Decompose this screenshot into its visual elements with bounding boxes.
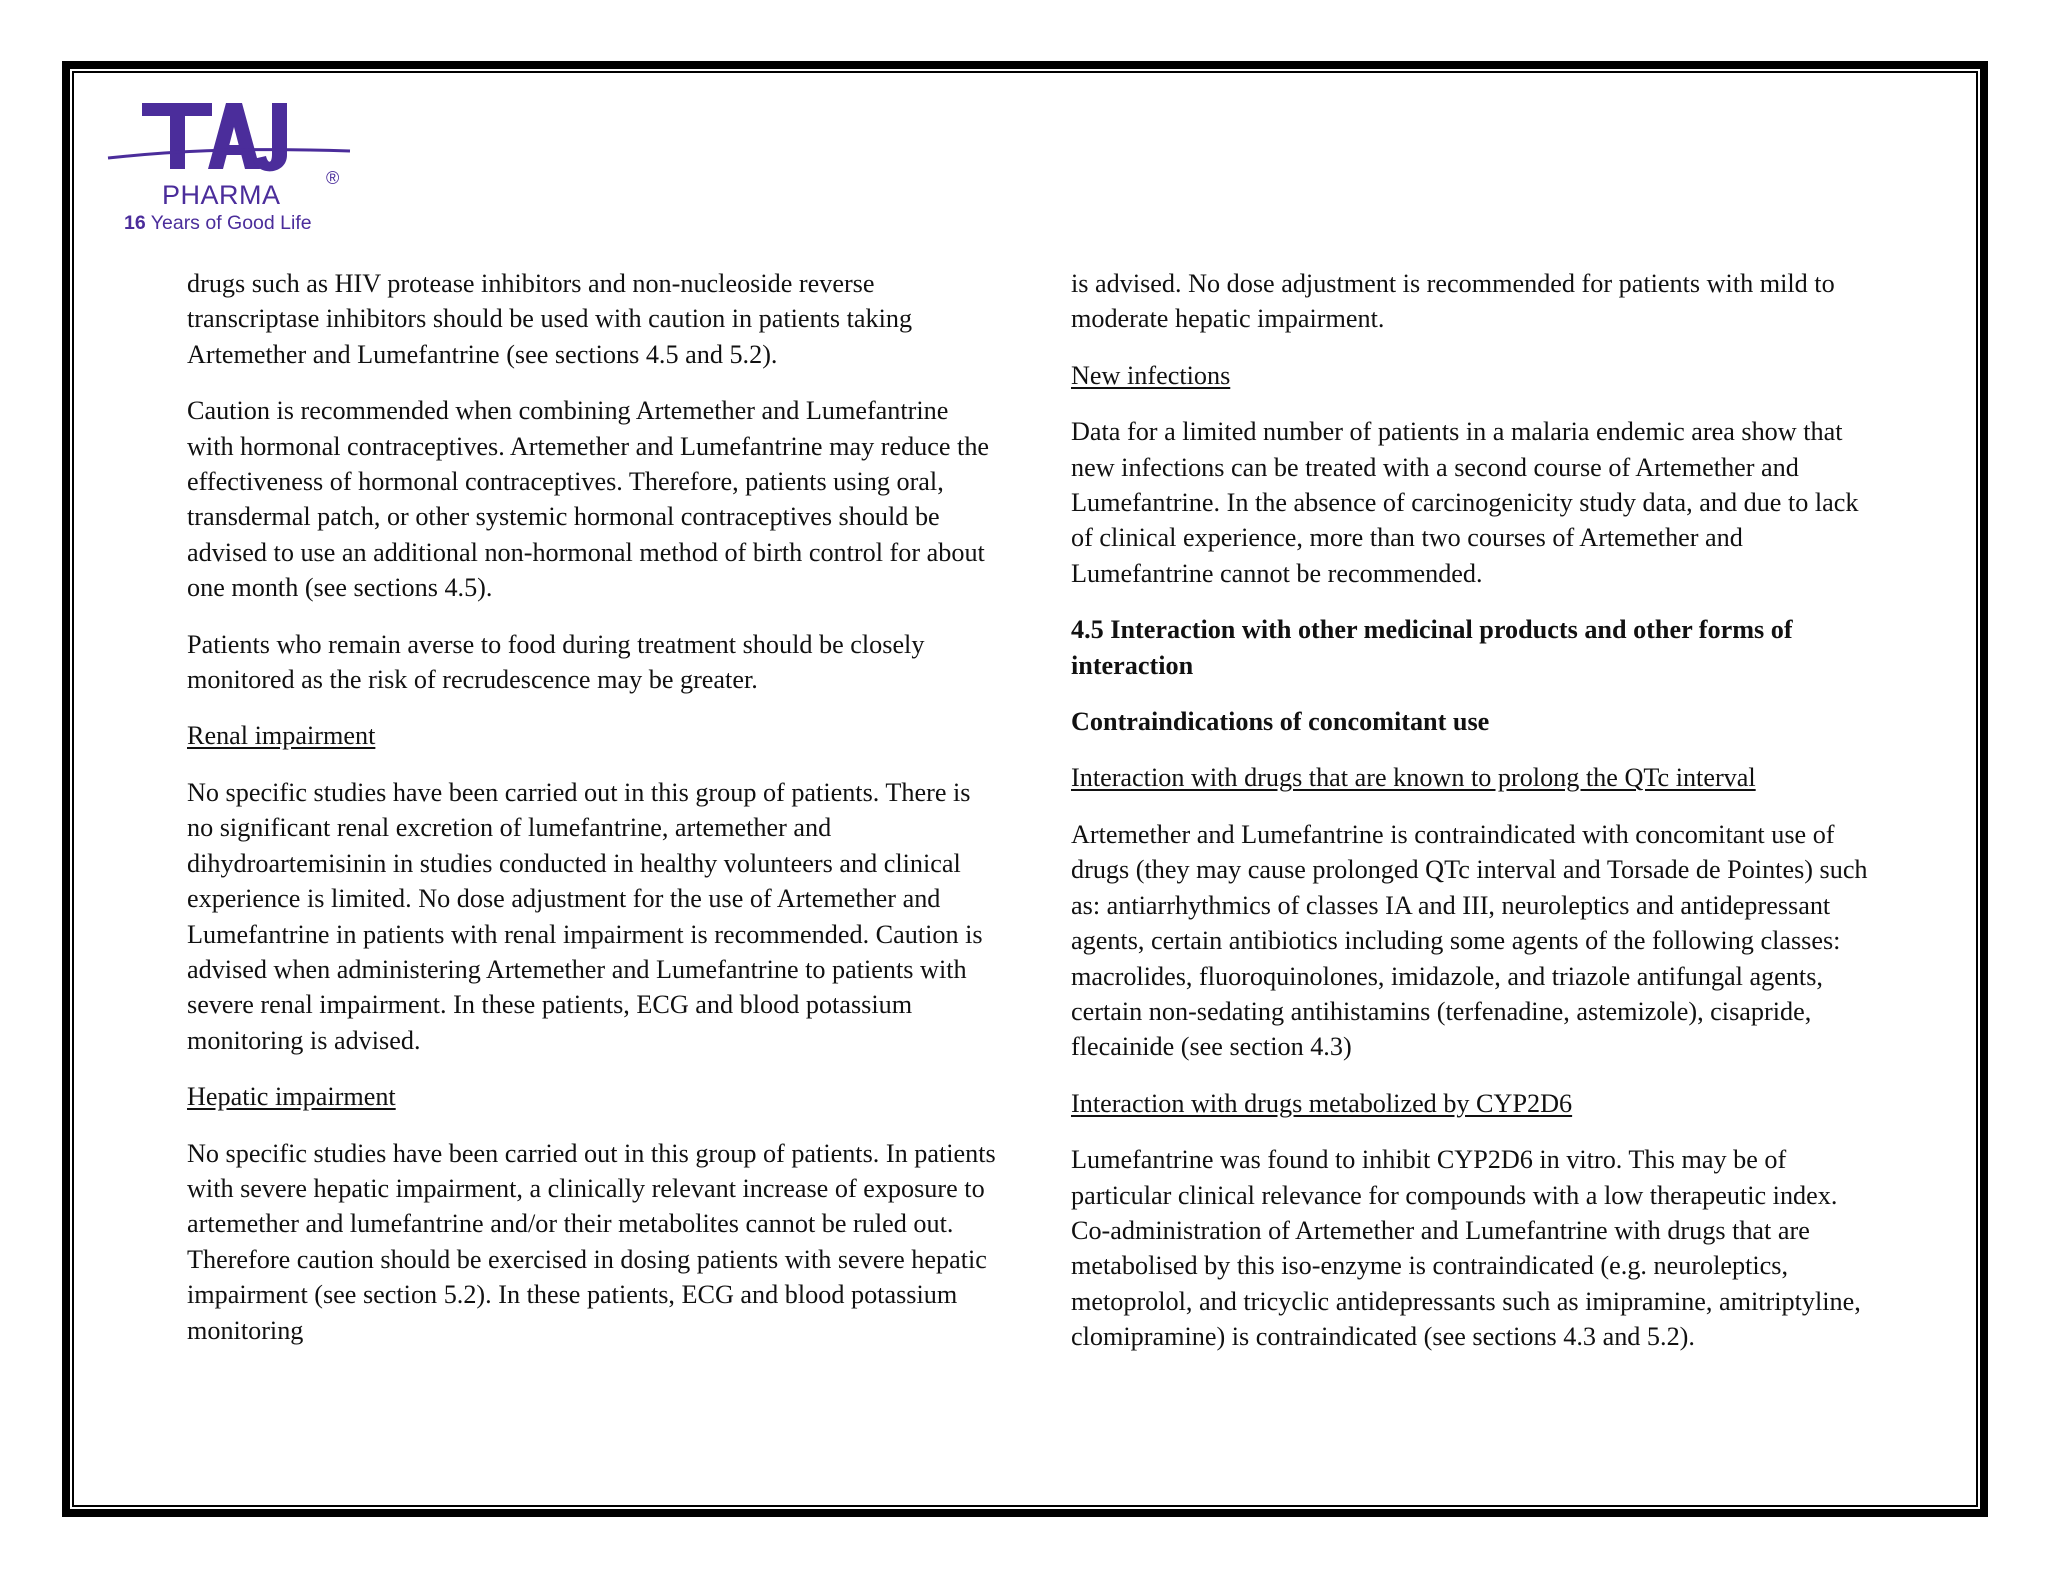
paragraph: No specific studies have been carried out in this group of patients. There is no significant renal excretion of lumefantrine, artemether and dihydroartemisinin in studies conducted in healthy volunteers and clinical experience is limited. No dose adjustment for the use of Artemether and Lumefantrine in patients with renal impairment is recommended. Caution is advised when administering Artemether and Lumefantrine to patients with severe renal impairment. In these patients, ECG and blood potassium monitoring is advised. (187, 777, 983, 1055)
taj-pharma-logo (104, 95, 354, 235)
logo-tagline (124, 212, 312, 235)
paragraph: Lumefantrine was found to inhibit CYP2D6 in vitro. This may be of particular clinical relevance for compounds with a low therapeutic index. Co-administration of Artemether and Lumefantrine with drugs that are metabolised by this iso-enzyme is contraindicated (e.g. neuroleptics, metoprolol, and tricyclic antidepressants such as imipramine, amitriptyline, clomipramine) is contraindicated (see sections 4.3 and 5.2). (1071, 1145, 1861, 1352)
subheading-qtc-interaction: Interaction with drugs that are known to prolong the QTc interval (1071, 763, 1756, 793)
logo-tagline-text: Years of Good Life (150, 212, 312, 234)
heading-contraindications: Contraindications of concomitant use (1071, 707, 1490, 737)
logo-registered-mark: ® (326, 168, 340, 188)
subheading-renal-impairment: Renal impairment (187, 721, 376, 751)
subheading-hepatic-impairment: Hepatic impairment (187, 1082, 396, 1112)
right-column (1071, 266, 1881, 1376)
logo-pharma-text: PHARMA (162, 180, 281, 210)
paragraph: Artemether and Lumefantrine is contraindicated with concomitant use of drugs (they may cause prolonged QTc interval and Torsade de Pointes) such as: antiarrhythmics of classes IA and III, neuroleptics and antidepressant agents, certain antibiotics including some agents of the following classes: macrolides, fluoroquinolones, imidazole, and triazole antifungal agents, certain non-sedating antihistamins (terfenadine, astemizole), cisapride, flecainide (see section 4.3) (1071, 819, 1868, 1062)
paragraph: Data for a limited number of patients in a malaria endemic area show that new infections can be treated with a second course of Artemether and Lumefantrine. In the absence of carcinogenicity study data, and due to lack of clinical experience, more than two courses of Artemether and Lumefantrine cannot be recommended. (1071, 417, 1859, 588)
subheading-new-infections: New infections (1071, 360, 1231, 390)
paragraph: is advised. No dose adjustment is recommended for patients with mild to moderate hepatic impairment. (1071, 269, 1835, 334)
paragraph: No specific studies have been carried out in this group of patients. In patients with severe hepatic impairment, a clinically relevant increase of exposure to artemether and lumefantrine and/or their metabolites cannot be ruled out. Therefore caution should be exercised in dosing patients with severe hepatic impairment (see section 5.2). In these patients, ECG and blood potassium monitoring (187, 1138, 996, 1345)
taj-logo-mark (104, 95, 354, 185)
paragraph: Patients who remain averse to food during treatment should be closely monitored as the risk of recrudescence may be greater. (187, 629, 925, 695)
paragraph: Caution is recommended when combining Artemether and Lumefantrine with hormonal contraceptives. Artemether and Lumefantrine may reduce the effectiveness of hormonal contraceptives. Therefore, patients using oral, transdermal patch, or other systemic hormonal contraceptives should be advised to use an additional non-hormonal method of birth control for about one month (see sections 4.5). (187, 396, 990, 603)
left-column (187, 266, 997, 1369)
subheading-cyp2d6-interaction: Interaction with drugs metabolized by CYP2D6 (1071, 1088, 1573, 1118)
logo-tagline-number: 16 (124, 212, 146, 234)
section-heading-4-5: 4.5 Interaction with other medicinal products and other forms of interaction (1071, 615, 1793, 680)
paragraph: drugs such as HIV protease inhibitors and non-nucleoside reverse transcriptase inhibitors should be used with caution in patients taking Artemether and Lumefantrine (see sections 4.5 and 5.2). (187, 269, 913, 369)
